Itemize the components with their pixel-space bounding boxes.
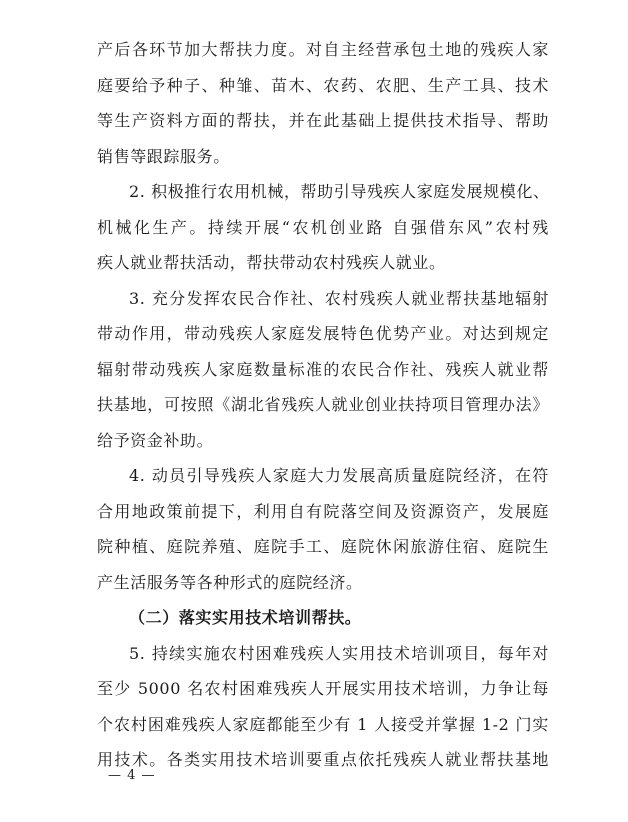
text-line: 2. 积极推行农用机械，帮助引导残疾人家庭发展规模化、 (129, 182, 550, 201)
text-line: 辐射带动残疾人家庭数量标准的农民合作社、残疾人就业帮 (97, 359, 549, 379)
text-line: 产后各环节加大帮扶力度。对自主经营承包土地的残疾人家 (97, 40, 549, 59)
section-heading (97, 600, 549, 636)
text-line: 个农村困难残疾人家庭都能至少有 1 人接受并掌握 1-2 门实 (97, 714, 549, 734)
text-line: 合用地政策前提下，利用自有院落空间及资源资产，发展庭 (97, 501, 549, 521)
text-line: 院种植、庭院养殖、庭院手工、庭院休闲旅游住宿、庭院生 (97, 537, 549, 556)
text-line: 5. 持续实施农村困难残疾人实用技术培训项目，每年对 (129, 643, 549, 663)
text-line: 用技术。各类实用技术培训要重点依托残疾人就业帮扶基地 (97, 750, 549, 769)
page-number: — 4 — (108, 768, 156, 783)
document-body (97, 32, 549, 778)
text-line: 带动作用，带动残疾人家庭发展特色优势产业。对达到规定 (97, 324, 549, 343)
paragraph-item-5 (97, 636, 549, 778)
text-line: 疾人就业帮扶活动，帮扶带动农村残疾人就业。 (97, 253, 446, 272)
text-line: 扶基地，可按照《湖北省残疾人就业创业扶持项目管理办法》 (97, 395, 549, 414)
text-line: 产生活服务等各种形式的庭院经济。 (97, 572, 363, 592)
paragraph-continued (97, 32, 549, 174)
section-heading-text: （二）落实实用技术培训帮扶。 (129, 608, 362, 627)
paragraph-item-3 (97, 281, 549, 459)
text-line: 庭要给予种子、种雏、苗木、农药、农肥、生产工具、技术 (97, 75, 549, 95)
text-line: 销售等跟踪服务。 (97, 146, 230, 166)
text-line: 等生产资料方面的帮扶，并在此基础上提供技术指导、帮助 (97, 111, 549, 130)
text-line: 至少 5000 名农村困难残疾人开展实用技术培训，力争让每 (97, 679, 549, 698)
paragraph-item-4 (97, 458, 549, 600)
text-line: 机械化生产。持续开展“农机创业路 自强借东风”农村残 (97, 217, 549, 237)
text-line: 4. 动员引导残疾人家庭大力发展高质量庭院经济，在符 (129, 466, 549, 485)
text-line: 3. 充分发挥农民合作社、农村残疾人就业帮扶基地辐射 (129, 288, 549, 308)
paragraph-item-2 (97, 174, 549, 281)
text-line: 给予资金补助。 (97, 430, 214, 450)
